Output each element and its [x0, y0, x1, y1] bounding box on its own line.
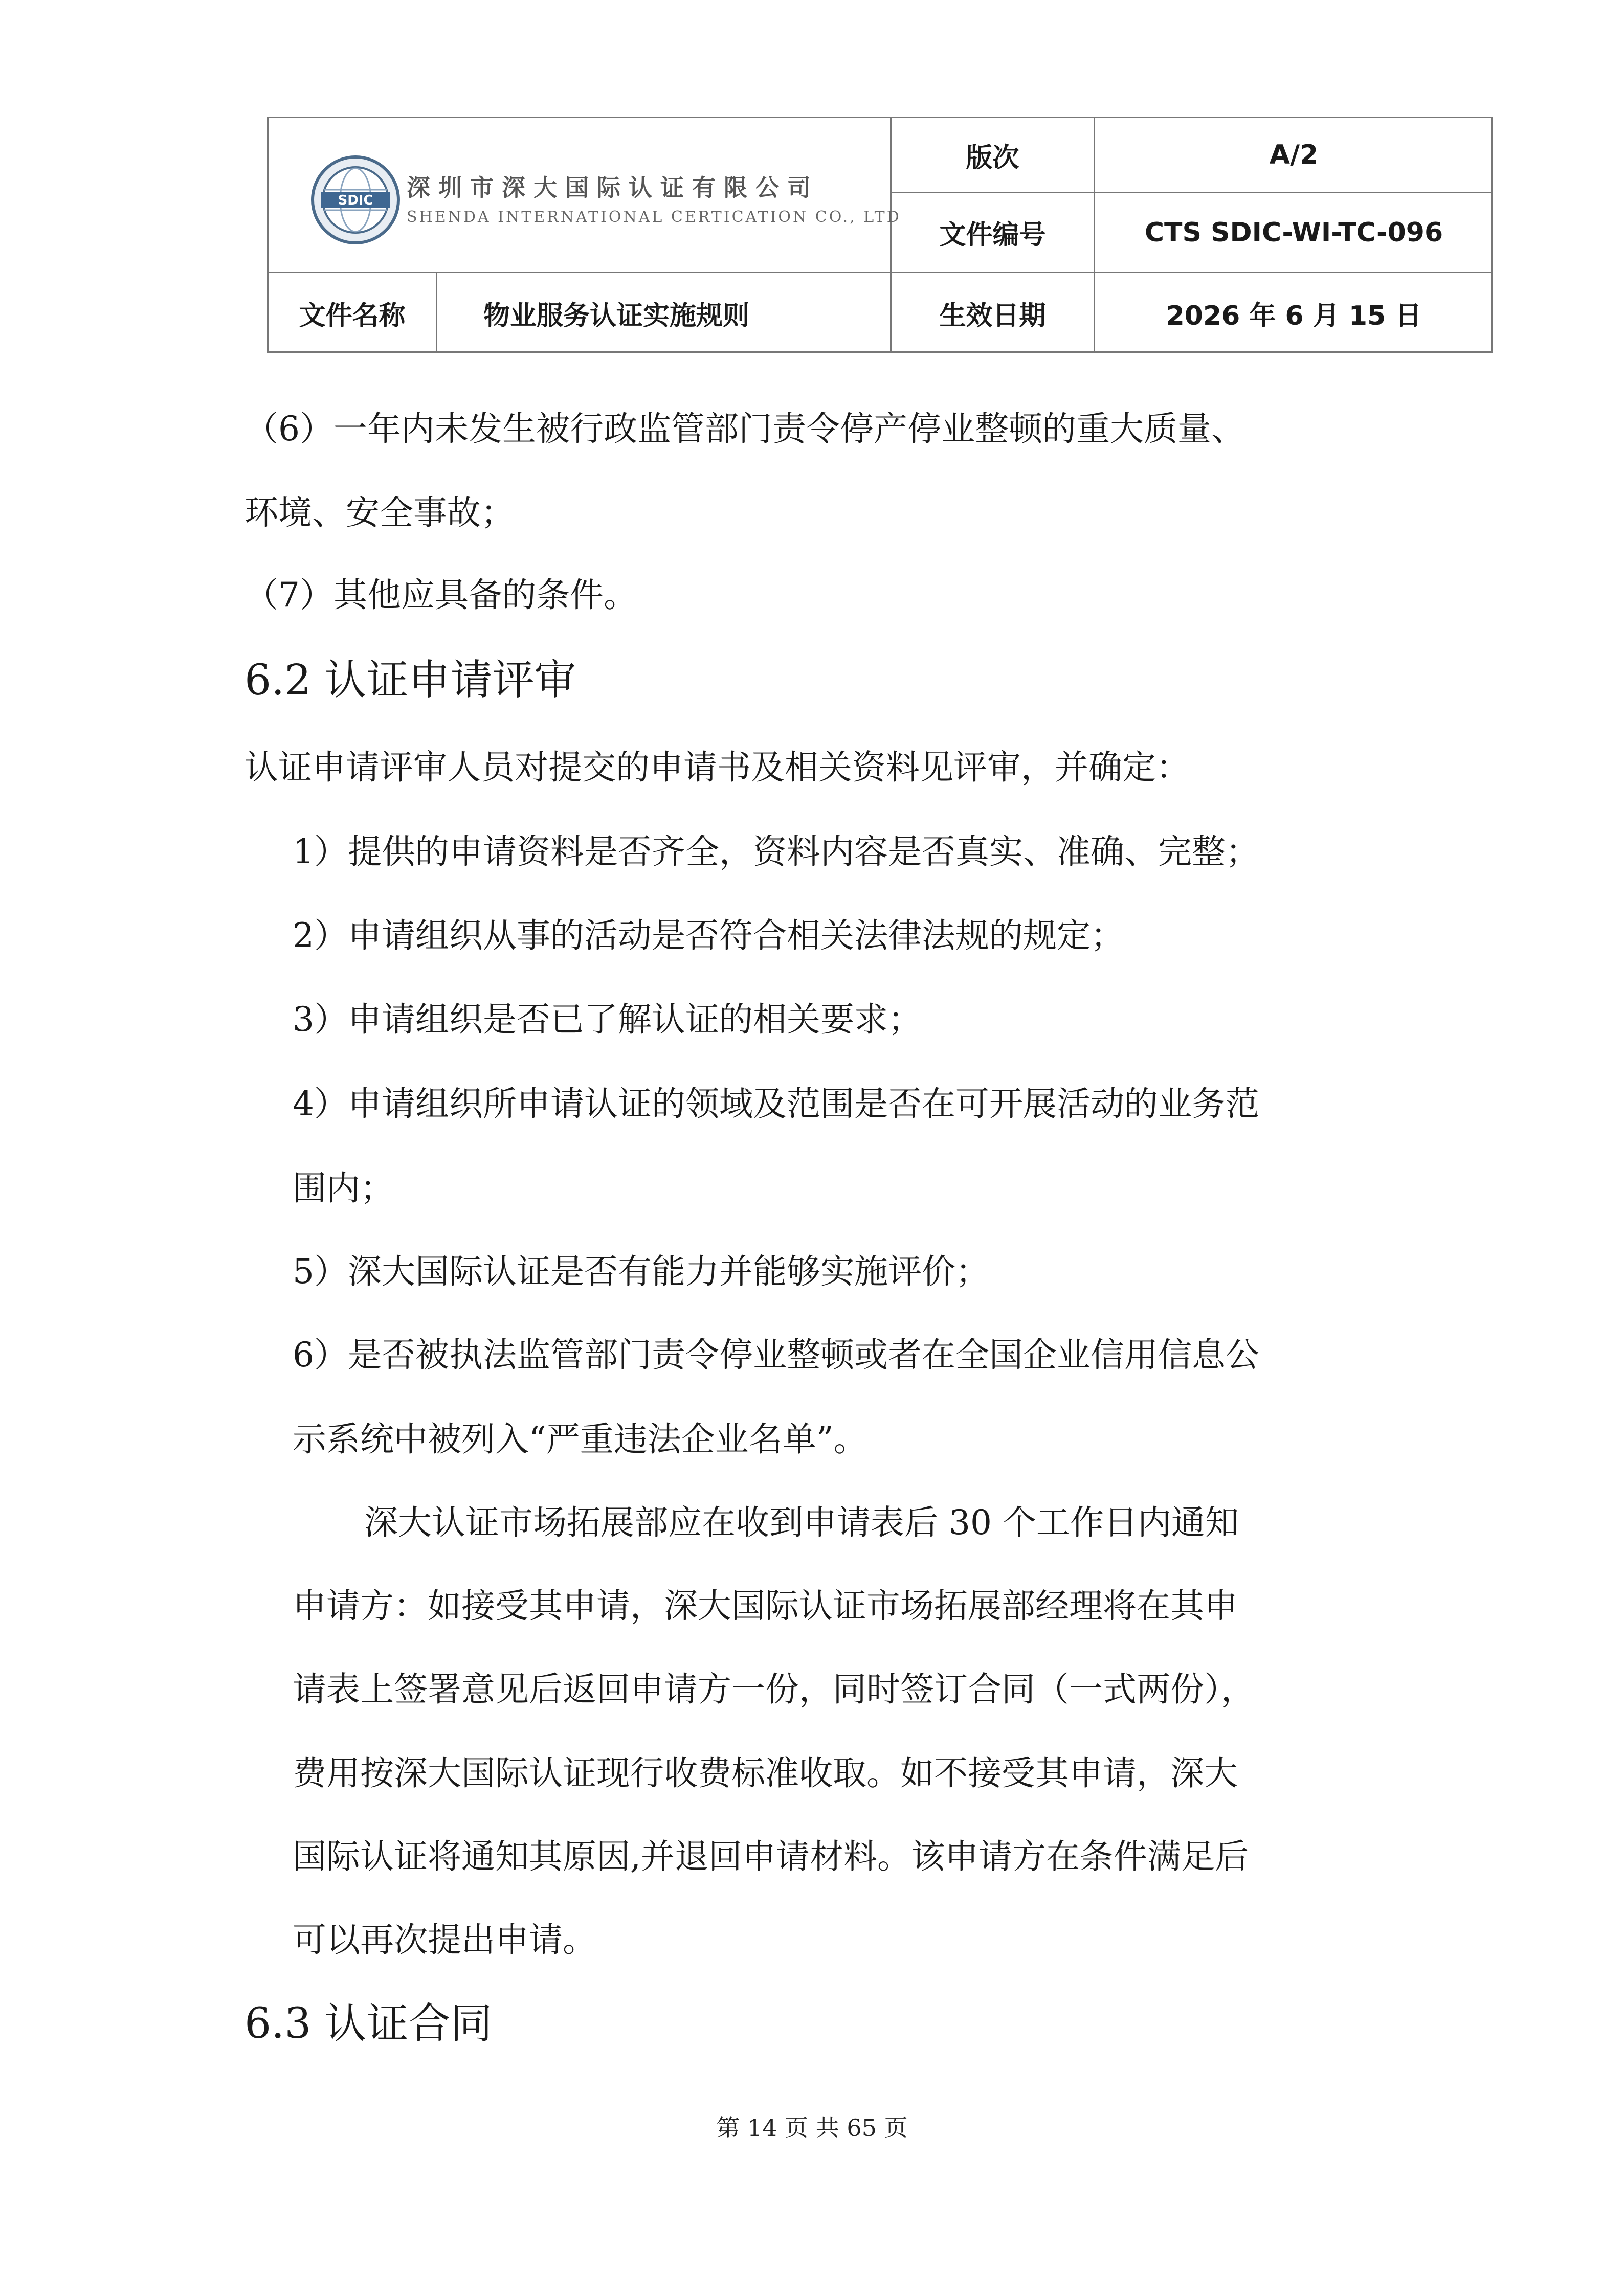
paragraph-line: 深大认证市场拓展部应在收到申请表后 30 个工作日内通知: [364, 1503, 1239, 1542]
list-item: 2）申请组织从事的活动是否符合相关法律法规的规定；: [293, 916, 1124, 955]
company-name-cn: 深圳市深大国际认证有限公司: [407, 174, 819, 201]
paragraph-line: （6）一年内未发生被行政监管部门责令停产停业整顿的重大质量、: [244, 409, 1245, 448]
doc-name-value: 物业服务认证实施规则: [483, 300, 750, 331]
document-header-table: [267, 117, 1493, 353]
company-name-en: SHENDA INTERNATIONAL CERTICATION CO., LTD: [407, 208, 901, 226]
company-logo-block: [309, 149, 901, 251]
company-logo-icon: [309, 154, 402, 246]
paragraph-line: 可以再次提出申请。: [293, 1920, 596, 1960]
paragraph-line: 费用按深大国际认证现行收费标准收取。如不接受其申请，深大: [293, 1753, 1238, 1793]
list-item: 4）申请组织所申请认证的领域及范围是否在可开展活动的业务范: [293, 1084, 1259, 1123]
edition-label: 版次: [966, 142, 1019, 173]
effective-date-value: 2026 年 6 月 15 日: [1166, 300, 1422, 331]
list-item: 6）是否被执法监管部门责令停业整顿或者在全国企业信用信息公: [293, 1335, 1259, 1375]
section-heading-6-3: 6.3 认证合同: [244, 1999, 493, 2048]
doc-number-label: 文件编号: [939, 220, 1046, 251]
paragraph-line: 申请方：如接受其申请，深大国际认证市场拓展部经理将在其申: [293, 1586, 1238, 1626]
doc-number-value: CTS SDIC-WI-TC-096: [1144, 217, 1443, 248]
effective-date-label: 生效日期: [939, 300, 1046, 331]
paragraph-line: （7）其他应具备的条件。: [244, 575, 637, 615]
list-item-continuation: 示系统中被列入“严重违法企业名单”。: [293, 1420, 867, 1459]
list-item: 3）申请组织是否已了解认证的相关要求；: [293, 1000, 922, 1039]
edition-value: A/2: [1269, 140, 1319, 170]
list-item: 5）深大国际认证是否有能力并能够实施评价；: [293, 1252, 989, 1291]
paragraph-line: 国际认证将通知其原因,并退回申请材料。该申请方在条件满足后: [293, 1837, 1249, 1876]
paragraph-line: 环境、安全事故；: [244, 493, 515, 532]
doc-name-label: 文件名称: [299, 300, 406, 331]
paragraph-line: 认证申请评审人员对提交的申请书及相关资料见评审，并确定：: [244, 748, 1190, 787]
list-item: 1）提供的申请资料是否齐全，资料内容是否真实、准确、完整；: [293, 832, 1259, 871]
list-item-continuation: 围内；: [293, 1168, 394, 1208]
logo-text: SDIC: [338, 193, 373, 208]
paragraph-line: 请表上签署意见后返回申请方一份，同时签订合同（一式两份），: [293, 1670, 1255, 1709]
section-heading-6-2: 6.2 认证申请评审: [244, 656, 576, 705]
page-number: 第 14 页 共 65 页: [716, 2114, 908, 2142]
